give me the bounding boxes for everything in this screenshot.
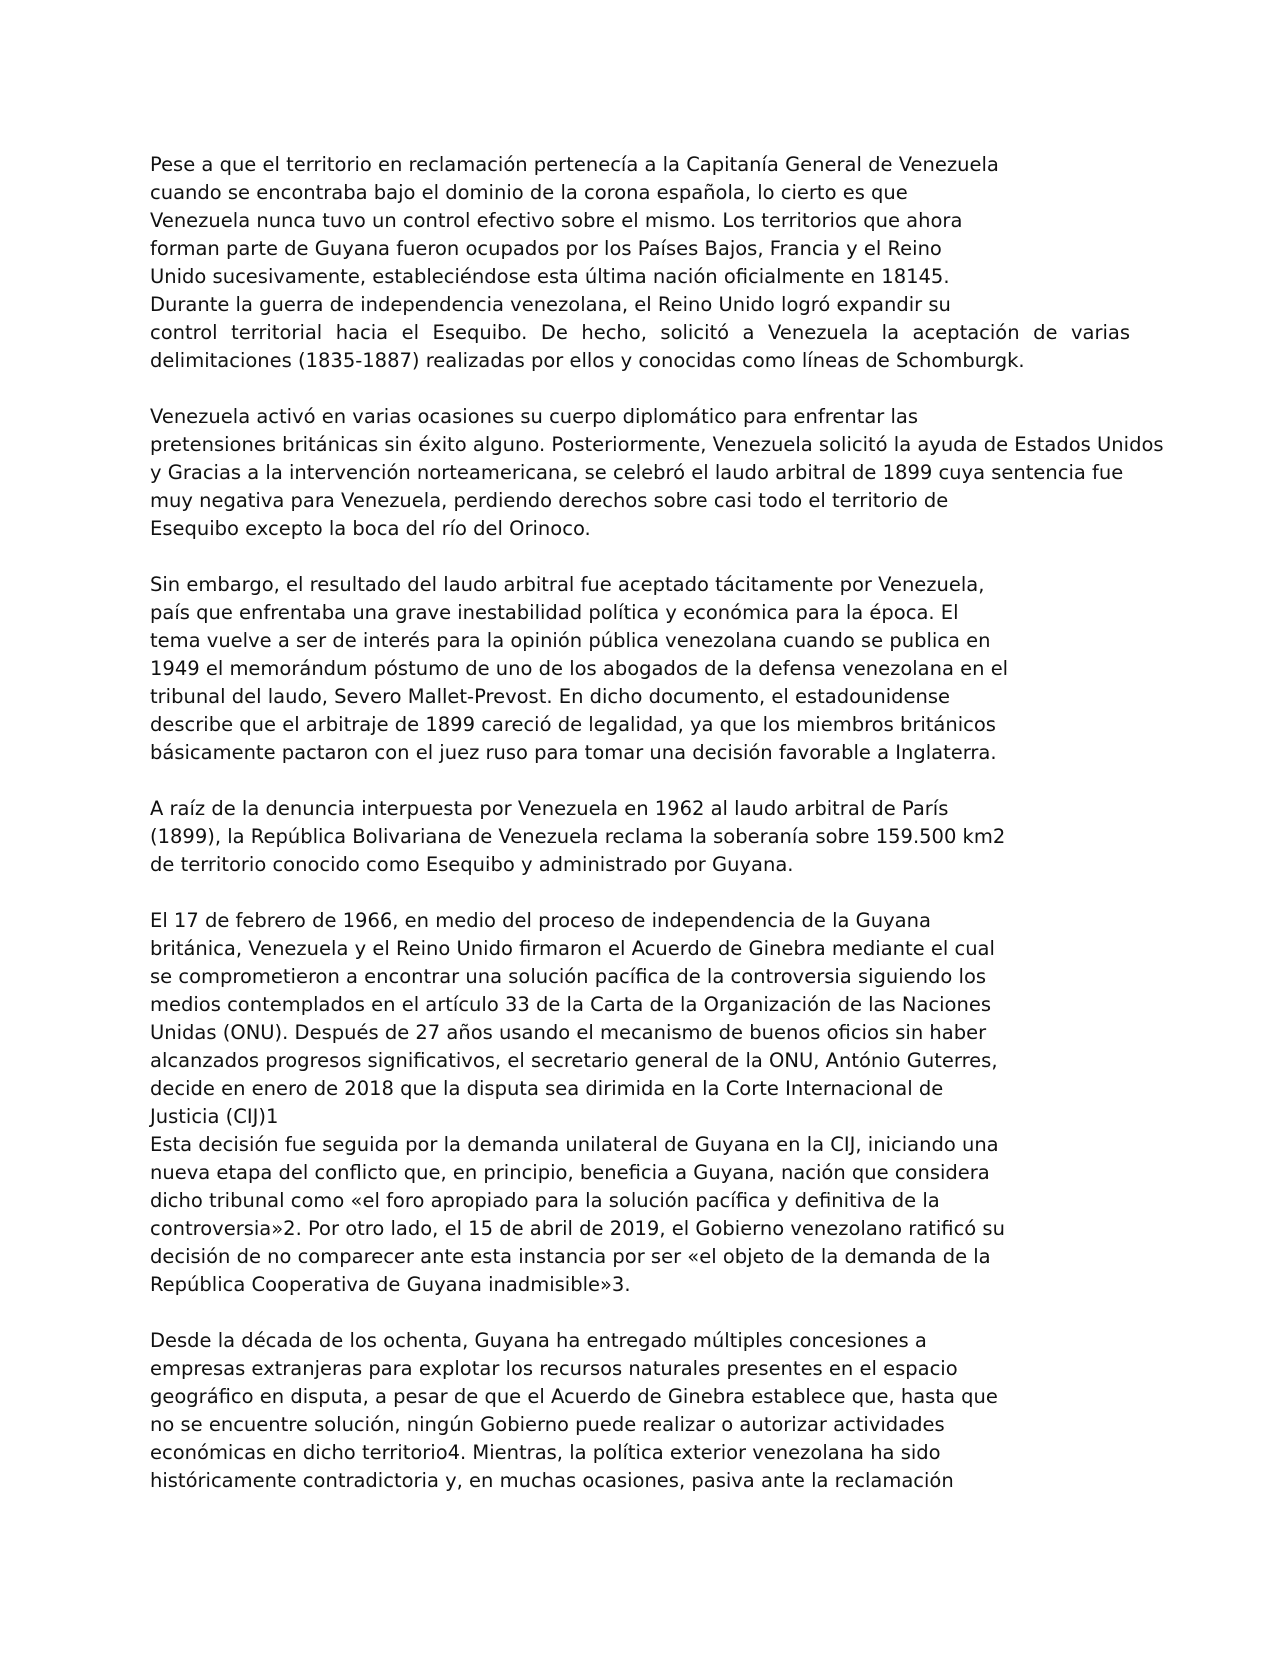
text-line: no se encuentre solución, ningún Gobierno puede realizar o autorizar actividades <box>150 1413 945 1436</box>
paragraph-spacer <box>150 543 1130 571</box>
text-line: Pese a que el territorio en reclamación pertenecía a la Capitanía General de Venezuela <box>150 153 999 176</box>
text-line: decide en enero de 2018 que la disputa sea dirimida en la Corte Internacional de <box>150 1077 944 1100</box>
text-line: pretensiones británicas sin éxito alguno. Posteriormente, Venezuela solicitó la ayuda de Estados Unidos <box>150 433 1164 456</box>
text-line: cuando se encontraba bajo el dominio de la corona española, lo cierto es que <box>150 181 908 204</box>
text-line: forman parte de Guyana fueron ocupados por los Países Bajos, Francia y el Reino <box>150 237 942 260</box>
text-line: Durante la guerra de independencia venezolana, el Reino Unido logró expandir su <box>150 293 951 316</box>
paragraph <box>150 403 1164 543</box>
paragraph-spacer <box>150 375 1130 403</box>
document-body <box>150 151 1164 1495</box>
text-line: básicamente pactaron con el juez ruso para tomar una decisión favorable a Inglaterra. <box>150 741 997 764</box>
text-line: británica, Venezuela y el Reino Unido firmaron el Acuerdo de Ginebra mediante el cual <box>150 937 995 960</box>
text-line: tema vuelve a ser de interés para la opinión pública venezolana cuando se publica en <box>150 629 991 652</box>
text-line: (1899), la República Bolivariana de Venezuela reclama la soberanía sobre 159.500 km2 <box>150 825 1006 848</box>
text-line: tribunal del laudo, Severo Mallet-Prevost. En dicho documento, el estadounidense <box>150 685 951 708</box>
text-line: Esta decisión fue seguida por la demanda unilateral de Guyana en la CIJ, iniciando una <box>150 1133 999 1156</box>
text-line: describe que el arbitraje de 1899 careció de legalidad, ya que los miembros británicos <box>150 713 996 736</box>
text-line: Venezuela activó en varias ocasiones su cuerpo diplomático para enfrentar las <box>150 405 919 428</box>
paragraph <box>150 907 1130 1299</box>
text-line: Desde la década de los ochenta, Guyana ha entregado múltiples concesiones a <box>150 1329 927 1352</box>
text-line: económicas en dicho territorio4. Mientras, la política exterior venezolana ha sido <box>150 1441 941 1464</box>
text-line: controversia»2. Por otro lado, el 15 de abril de 2019, el Gobierno venezolano ratificó su <box>150 1217 1005 1240</box>
paragraph <box>150 151 1130 375</box>
text-line: alcanzados progresos significativos, el secretario general de la ONU, António Guterres, <box>150 1049 998 1072</box>
text-line: Unido sucesivamente, estableciéndose esta última nación oficialmente en 18145. <box>150 265 950 288</box>
text-line: Justicia (CIJ)1 <box>150 1105 279 1128</box>
paragraph <box>150 795 1130 879</box>
text-line: Unidas (ONU). Después de 27 años usando el mecanismo de buenos oficios sin haber <box>150 1021 987 1044</box>
paragraph <box>150 571 1130 767</box>
text-line: Venezuela nunca tuvo un control efectivo sobre el mismo. Los territorios que ahora <box>150 209 963 232</box>
text-line: El 17 de febrero de 1966, en medio del proceso de independencia de la Guyana <box>150 909 931 932</box>
text-line: delimitaciones (1835-1887) realizadas por ellos y conocidas como líneas de Schomburgk. <box>150 349 1025 372</box>
text-line: empresas extranjeras para explotar los recursos naturales presentes en el espacio <box>150 1357 958 1380</box>
paragraph-spacer <box>150 1299 1130 1327</box>
text-line: dicho tribunal como «el foro apropiado para la solución pacífica y definitiva de la <box>150 1189 940 1212</box>
text-line: se comprometieron a encontrar una solución pacífica de la controversia siguiendo los <box>150 965 987 988</box>
text-line: control territorial hacia el Esequibo. De hecho, solicitó a Venezuela la aceptación de varias <box>150 321 1130 344</box>
paragraph-spacer <box>150 767 1130 795</box>
text-line: 1949 el memorándum póstumo de uno de los abogados de la defensa venezolana en el <box>150 657 1009 680</box>
text-line: nueva etapa del conflicto que, en principio, beneficia a Guyana, nación que considera <box>150 1161 990 1184</box>
text-line: históricamente contradictoria y, en muchas ocasiones, pasiva ante la reclamación <box>150 1469 954 1492</box>
text-line: y Gracias a la intervención norteamericana, se celebró el laudo arbitral de 1899 cuya sentencia fue <box>150 461 1124 484</box>
text-line: medios contemplados en el artículo 33 de la Carta de la Organización de las Naciones <box>150 993 991 1016</box>
text-line: Sin embargo, el resultado del laudo arbitral fue aceptado tácitamente por Venezuela, <box>150 573 985 596</box>
text-line: República Cooperativa de Guyana inadmisible»3. <box>150 1273 631 1296</box>
text-line: decisión de no comparecer ante esta instancia por ser «el objeto de la demanda de la <box>150 1245 991 1268</box>
text-line: A raíz de la denuncia interpuesta por Venezuela en 1962 al laudo arbitral de París <box>150 797 949 820</box>
text-line: muy negativa para Venezuela, perdiendo derechos sobre casi todo el territorio de <box>150 489 949 512</box>
paragraph-spacer <box>150 879 1130 907</box>
paragraph <box>150 1327 1130 1495</box>
text-line: geográfico en disputa, a pesar de que el Acuerdo de Ginebra establece que, hasta que <box>150 1385 998 1408</box>
text-line: de territorio conocido como Esequibo y administrado por Guyana. <box>150 853 794 876</box>
text-line: país que enfrentaba una grave inestabilidad política y económica para la época. El <box>150 601 959 624</box>
text-line: Esequibo excepto la boca del río del Orinoco. <box>150 517 591 540</box>
